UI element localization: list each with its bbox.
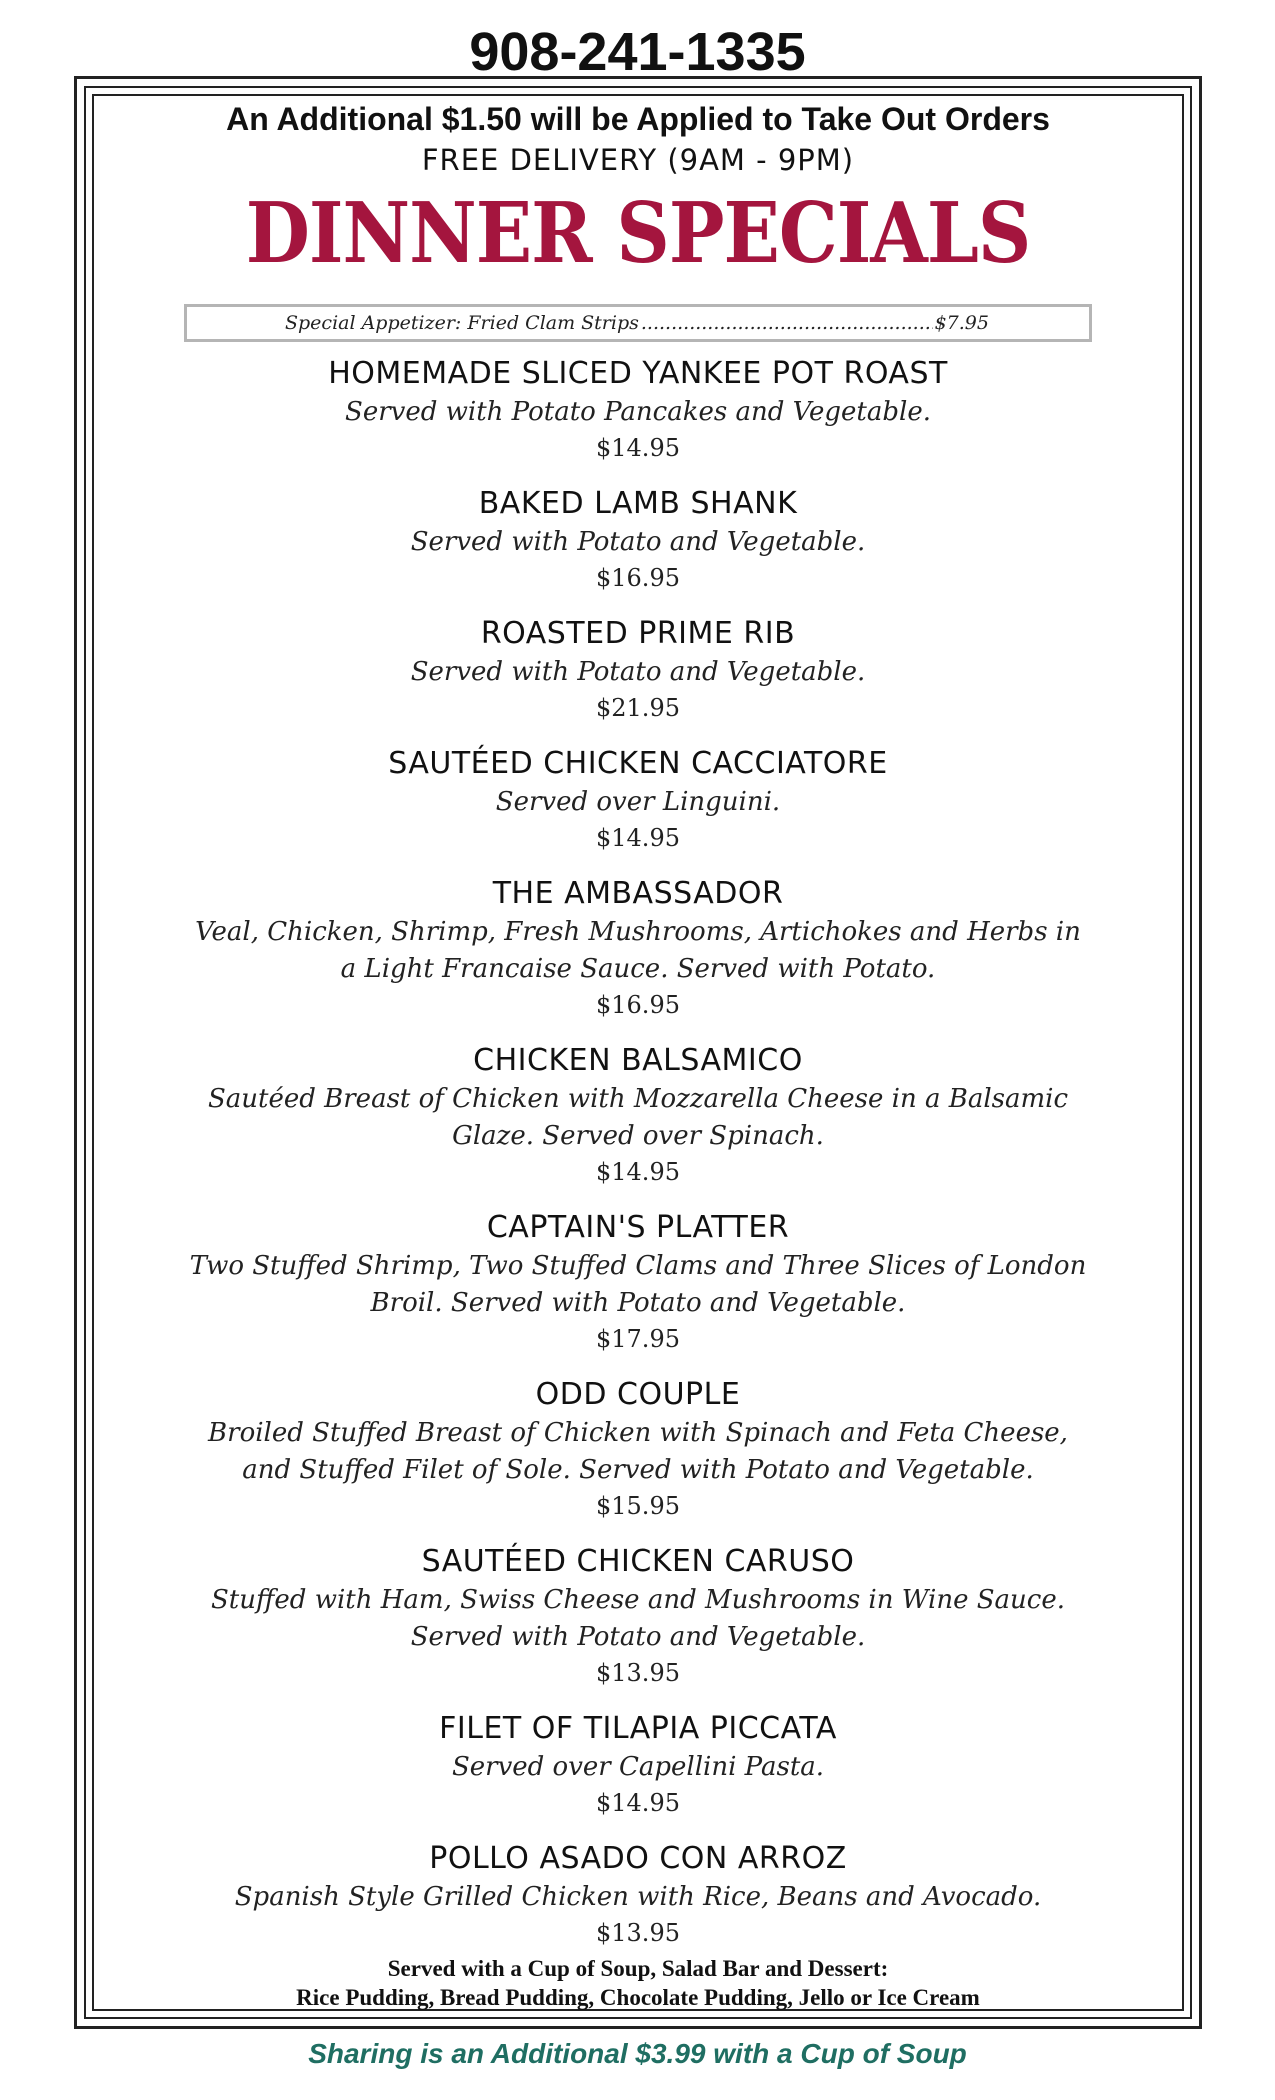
item-description: Served with Potato and Vegetable. [410, 657, 866, 687]
menu-item [100, 614, 1176, 725]
item-price: $13.95 [596, 1659, 680, 1687]
appetizer-name: Special Appetizer: Fried Clam Strips [285, 312, 639, 334]
item-description: Served with Potato Pancakes and Vegetable. [345, 397, 931, 427]
item-price: $14.95 [596, 1789, 680, 1817]
item-price: $15.95 [596, 1492, 680, 1520]
item-description: Stuffed with Ham, Swiss Cheese and Mushrooms in Wine Sauce. Served with Potato and Vegetable. [210, 1585, 1066, 1652]
item-name: CAPTAIN'S PLATTER [486, 1210, 790, 1245]
appetizer-price: $7.95 [934, 312, 989, 334]
menu-item [100, 484, 1176, 595]
item-description: Served over Capellini Pasta. [451, 1752, 825, 1782]
item-price: $16.95 [596, 564, 680, 592]
appetizer-leader-dots [641, 307, 933, 339]
item-name: ODD COUPLE [535, 1377, 741, 1412]
item-name: HOMEMADE SLICED YANKEE POT ROAST [328, 356, 948, 391]
item-description: Served with Potato and Vegetable. [410, 527, 866, 557]
item-price: $13.95 [596, 1919, 680, 1947]
item-price: $16.95 [596, 991, 680, 1019]
takeout-notice: An Additional $1.50 will be Applied to Take Out Orders [226, 101, 1050, 137]
menu-item [100, 874, 1176, 1022]
appetizer-box [184, 304, 1092, 342]
item-name: THE AMBASSADOR [492, 876, 784, 911]
item-price: $14.95 [596, 824, 680, 852]
menu-item [100, 1542, 1176, 1690]
menu-item [100, 1709, 1176, 1820]
item-name: ROASTED PRIME RIB [480, 616, 796, 651]
dessert-options: Rice Pudding, Bread Pudding, Chocolate Pudding, Jello or Ice Cream [296, 1985, 980, 2010]
item-description: Sautéed Breast of Chicken with Mozzarella Cheese in a Balsamic Glaze. Served over Spinach. [207, 1084, 1069, 1151]
menu-items [100, 354, 1176, 1950]
menu-item [100, 744, 1176, 855]
menu-item [100, 1375, 1176, 1523]
item-price: $17.95 [596, 1325, 680, 1353]
phone-number: 908-241-1335 [469, 22, 806, 82]
item-name: CHICKEN BALSAMICO [473, 1043, 803, 1078]
item-price: $14.95 [596, 434, 680, 462]
menu-content [100, 98, 1176, 2008]
delivery-notice: FREE DELIVERY (9AM - 9PM) [421, 143, 855, 177]
item-price: $14.95 [596, 1158, 680, 1186]
menu-item [100, 1208, 1176, 1356]
item-description: Two Stuffed Shrimp, Two Stuffed Clams and Three Slices of London Broil. Served with Potato and Vegetable. [189, 1251, 1087, 1318]
item-price: $21.95 [596, 694, 680, 722]
sharing-notice: Sharing is an Additional $3.99 with a Cup of Soup [308, 2038, 967, 2069]
menu-item [100, 1839, 1176, 1950]
served-with-note: Served with a Cup of Soup, Salad Bar and Dessert: [387, 1956, 889, 1981]
item-name: BAKED LAMB SHANK [478, 486, 798, 521]
item-description: Served over Linguini. [495, 787, 781, 817]
menu-item [100, 1041, 1176, 1189]
page-title: DINNER SPECIALS [245, 185, 1031, 283]
item-description: Broiled Stuffed Breast of Chicken with Spinach and Feta Cheese, and Stuffed Filet of Sole. Served with Potato and Vegetable. [208, 1418, 1068, 1485]
item-name: SAUTÉED CHICKEN CARUSO [421, 1544, 855, 1579]
menu-item [100, 354, 1176, 465]
item-description: Veal, Chicken, Shrimp, Fresh Mushrooms, Artichokes and Herbs in a Light Francaise Sauce. Served with Potato. [195, 917, 1081, 984]
item-name: POLLO ASADO CON ARROZ [429, 1841, 847, 1876]
item-name: SAUTÉED CHICKEN CACCIATORE [388, 746, 888, 781]
item-name: FILET OF TILAPIA PICCATA [439, 1711, 837, 1746]
item-description: Spanish Style Grilled Chicken with Rice, Beans and Avocado. [234, 1882, 1042, 1912]
